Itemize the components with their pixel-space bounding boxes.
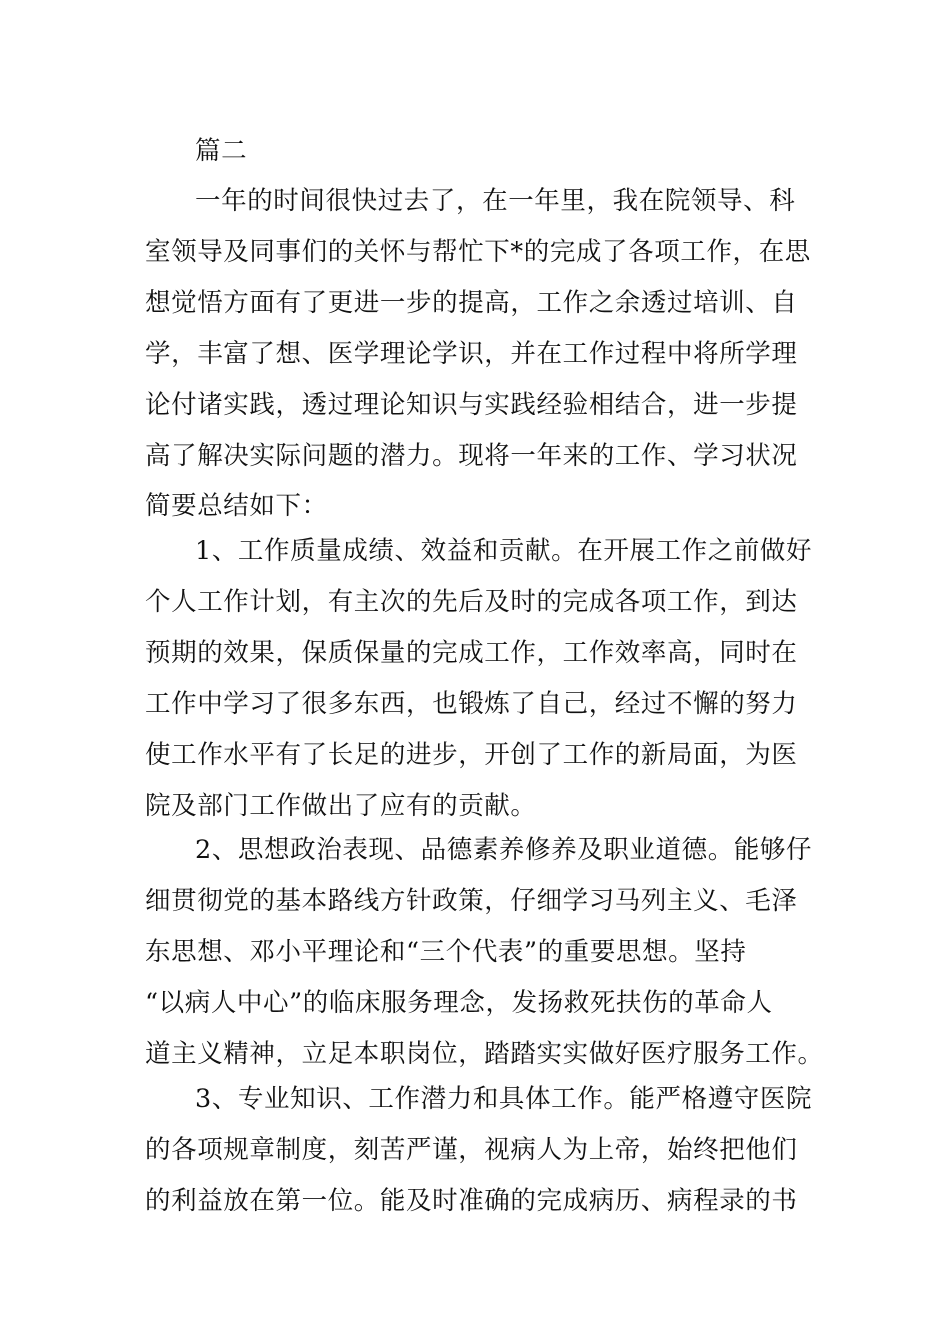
text-line: 室领导及同事们的关怀与帮忙下*的完成了各项工作，在思 xyxy=(145,237,811,267)
text-line: 细贯彻党的基本路线方针政策，仔细学习马列主义、毛泽 xyxy=(145,886,798,916)
text-line: 个人工作计划，有主次的先后及时的完成各项工作，到达 xyxy=(145,587,798,617)
text-line: 3、专业知识、工作潜力和具体工作。能严格遵守医院 xyxy=(195,1084,813,1114)
text-line: 2、思想政治表现、品德素养修养及职业道德。能够仔 xyxy=(195,835,813,865)
text-line: 简要总结如下： xyxy=(145,491,328,521)
text-line: 工作中学习了很多东西，也锻炼了自己，经过不懈的努力 xyxy=(145,689,798,719)
section-heading: 篇二 xyxy=(195,136,248,166)
text-line: 院及部门工作做出了应有的贡献。 xyxy=(145,791,537,821)
text-line: 一年的时间很快过去了，在一年里，我在院领导、科 xyxy=(195,186,796,216)
text-line: 的利益放在第一位。能及时准确的完成病历、病程录的书 xyxy=(145,1186,798,1216)
text-line: 使工作水平有了长足的进步，开创了工作的新局面，为医 xyxy=(145,740,798,770)
text-line: 的各项规章制度，刻苦严谨，视病人为上帝，始终把他们 xyxy=(145,1135,798,1165)
text-line: 1、工作质量成绩、效益和贡献。在开展工作之前做好 xyxy=(195,536,813,566)
text-line: 学，丰富了想、医学理论学识，并在工作过程中将所学理 xyxy=(145,339,798,369)
text-line: 东思想、邓小平理论和“三个代表”的重要思想。坚持 xyxy=(145,937,747,967)
text-line: 高了解决实际问题的潜力。现将一年来的工作、学习状况 xyxy=(145,441,798,471)
text-line: 预期的效果，保质保量的完成工作，工作效率高，同时在 xyxy=(145,638,798,668)
text-line: 论付诸实践，透过理论知识与实践经验相结合，进一步提 xyxy=(145,390,798,420)
text-line: 道主义精神，立足本职岗位，踏踏实实做好医疗服务工作。 xyxy=(145,1039,824,1069)
text-line: 想觉悟方面有了更进一步的提高，工作之余透过培训、自 xyxy=(145,288,798,318)
text-line: “以病人中心”的临床服务理念，发扬救死扶伤的革命人 xyxy=(145,988,773,1018)
